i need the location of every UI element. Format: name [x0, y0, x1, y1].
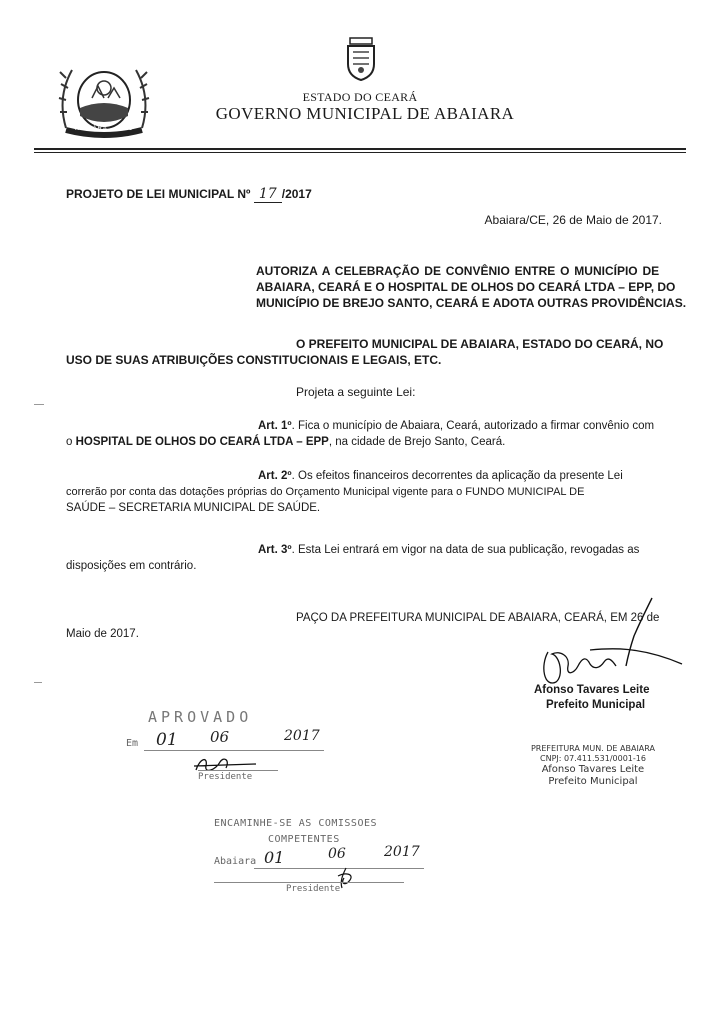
municipal-crest [52, 58, 156, 142]
closing-line-2: Maio de 2017. [66, 628, 139, 640]
article-1-line-2: o HOSPITAL DE OLHOS DO CEARÁ LTDA – EPP, na cidade de Brejo Santo, Ceará. [66, 436, 506, 448]
prefeitura-stamp [518, 744, 668, 788]
signer-title: Prefeito Municipal [546, 699, 646, 711]
forward-role: Presidente [286, 884, 341, 894]
forward-stamp-date: Abaiara 01 06 2017 [214, 848, 434, 874]
article-2-line-2: correrão por conta das dotações próprias do Orçamento Municipal vigente para o FUNDO MUNICIPAL DE [66, 486, 585, 498]
prefeitura-stamp-line-4: Prefeito Municipal [548, 776, 638, 787]
article-2-line-3: SAÚDE – SECRETARIA MUNICIPAL DE SAÚDE. [66, 502, 321, 514]
article-2-label: Art. 2º [258, 470, 292, 482]
signer-name: Afonso Tavares Leite [534, 684, 650, 696]
article-1-label: Art. 1º [258, 420, 292, 432]
article-2-line-1: Art. 2º. Os efeitos financeiros decorrentes da aplicação da presente Lei [258, 470, 623, 482]
prefeitura-stamp-line-2: CNPJ: 07.411.531/0001-16 [540, 754, 646, 763]
approved-role: Presidente [198, 770, 278, 782]
projeta-line: Projeta a seguinte Lei: [296, 385, 416, 399]
prefeitura-stamp-line-3: Afonso Tavares Leite [541, 764, 645, 775]
project-title: PROJETO DE LEI MUNICIPAL Nº 17 /2017 [66, 186, 312, 202]
article-3-line-2: disposições em contrário. [66, 560, 197, 572]
forward-month: 06 [328, 846, 346, 862]
header-rule-top [34, 148, 686, 150]
forward-year: 2017 [384, 844, 420, 860]
project-number: 17 [254, 186, 282, 203]
header-state: ESTADO DO CEARÁ [302, 90, 418, 104]
article-1-line-1: Art. 1º. Fica o município de Abaiara, Ceará, autorizado a firmar convênio com [258, 420, 655, 432]
state-coat-of-arms [344, 36, 378, 82]
article-3-line-1: Art. 3º. Esta Lei entrará em vigor na data de sua publicação, revogadas as [258, 544, 640, 556]
approved-stamp-title: APROVADO [148, 708, 253, 726]
approved-year: 2017 [284, 728, 320, 744]
forward-signature-rule [214, 882, 404, 883]
header-government: GOVERNO MUNICIPAL DE ABAIARA [215, 104, 515, 123]
closing-line-1: PAÇO DA PREFEITURA MUNICIPAL DE ABAIARA, CEARÁ, EM 26 de [296, 612, 660, 624]
summary-line-3: MUNICÍPIO DE BREJO SANTO, CEARÁ E ADOTA OUTRAS PROVIDÊNCIAS. [256, 296, 687, 310]
mayor-signature [530, 596, 700, 696]
crest-banner-text: ABAIARA · 1958 [74, 126, 134, 132]
scan-mark [34, 682, 42, 683]
date-line: Abaiara/CE, 26 de Maio de 2017. [484, 213, 662, 227]
approved-stamp-date: Em 01 06 2017 [126, 730, 346, 756]
prefeitura-stamp-line-1: PREFEITURA MUN. DE ABAIARA [530, 744, 655, 753]
summary-line-1: AUTORIZA A CELEBRAÇÃO DE CONVÊNIO ENTRE O MUNICÍPIO DE [256, 264, 660, 278]
approved-month: 06 [210, 728, 230, 746]
header-rule-bottom [34, 152, 686, 153]
preamble-line-2: USO DE SUAS ATRIBUIÇÕES CONSTITUCIONAIS E LEGAIS, ETC. [66, 353, 442, 367]
preamble-line-1: O PREFEITO MUNICIPAL DE ABAIARA, ESTADO DO CEARÁ, NO [296, 337, 664, 351]
forward-stamp-line-2: COMPETENTES [268, 834, 340, 845]
forward-stamp-line-1: ENCAMINHE-SE AS COMISSOES [214, 818, 378, 829]
scan-mark [34, 404, 44, 405]
article-3-label: Art. 3º [258, 544, 292, 556]
forward-day: 01 [264, 848, 285, 867]
summary-line-2: ABAIARA, CEARÁ E O HOSPITAL DE OLHOS DO CEARÁ LTDA – EPP, DO [256, 280, 676, 294]
approved-day: 01 [156, 730, 178, 750]
